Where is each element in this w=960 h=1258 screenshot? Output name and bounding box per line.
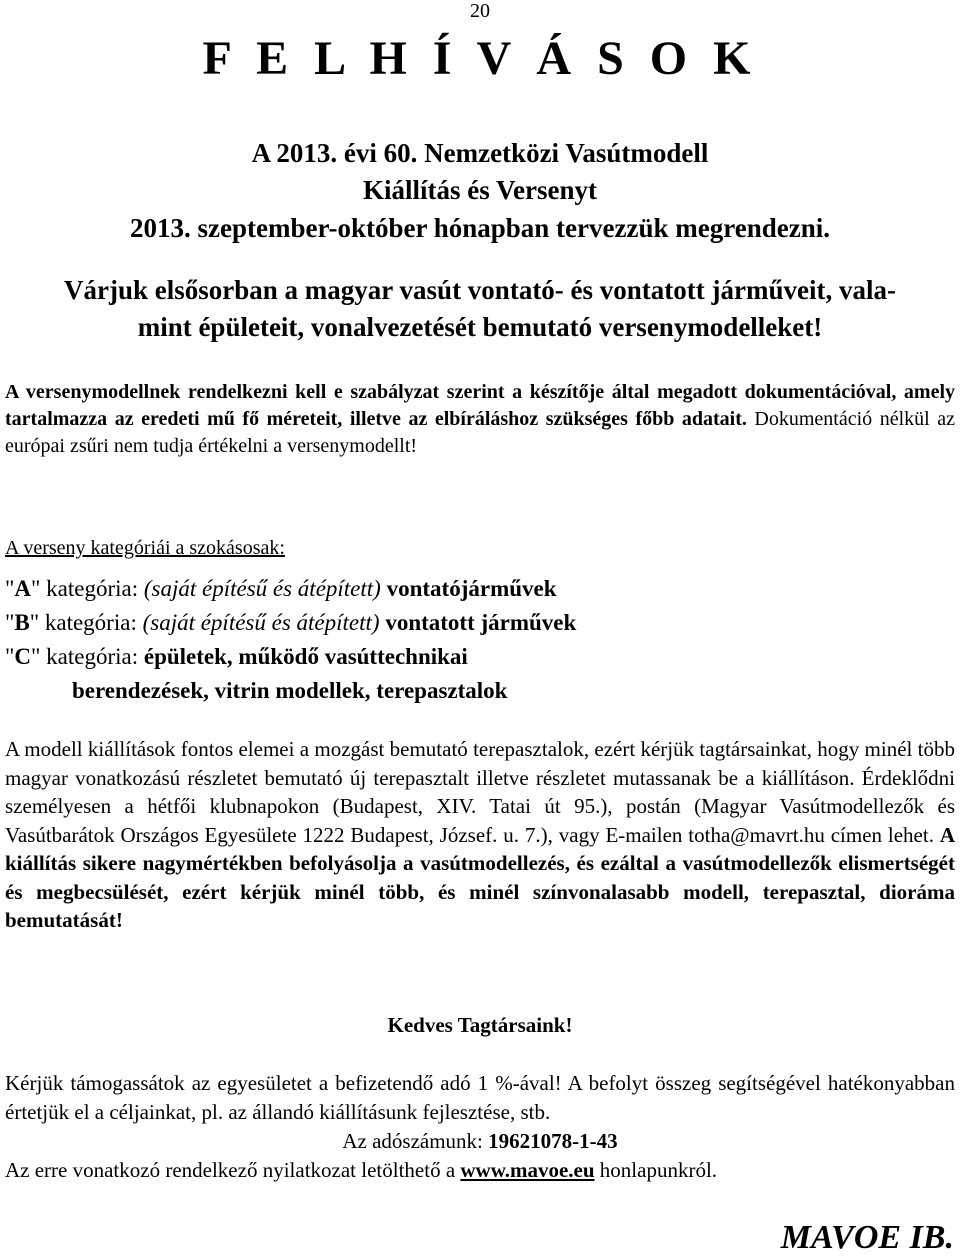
requirements-bold: A versenymodellnek rendelkezni kell e szabályzat szerint a készítője által megadott dokumentációval, amely tartalmazza az eredeti mű fő méreteit, illetve az elbíráláshoz szükséges főbb adatait.	[5, 381, 955, 430]
category-c-continued: berendezések, vitrin modellek, terepasztalok	[72, 678, 508, 703]
category-a: "A" kategória: (saját építésű és átépített) vontatójárművek	[5, 576, 557, 601]
requirements-paragraph	[5, 379, 955, 460]
categories-heading	[5, 535, 955, 562]
headline-line-4: Várjuk elsősorban a magyar vasút vontató- és vontatott járműveit, vala-	[64, 275, 896, 305]
tax-number-line: Az adószámunk: 19621078-1-43	[342, 1129, 618, 1153]
greeting: Kedves Tagtársaink!	[387, 1013, 573, 1037]
exhibition-paragraph	[5, 735, 955, 935]
tax-number: 19621078-1-43	[488, 1129, 618, 1153]
download-line: Az erre vonatkozó rendelkező nyilatkozat letölthető a www.mavoe.eu honlapunkról.	[5, 1158, 718, 1182]
page-title: F E L H Í V Á S O K	[202, 32, 758, 85]
support-paragraph: Kérjük támogassátok az egyesületet a befizetendő adó 1 %-ával! A befolyt összeg segítségével hatékonyabban értetjük el a céljainkat, pl. az állandó kiállításunk fejlesztése, stb.	[5, 1071, 955, 1124]
website-link[interactable]: www.mavoe.eu	[460, 1158, 595, 1182]
headline-line-2: Kiállítás és Versenyt	[363, 175, 597, 205]
page-number: 20	[470, 0, 490, 22]
categories-heading-text: A verseny kategóriái a szokásosak:	[5, 537, 285, 559]
exhibition-bold-text: A kiállítás sikere nagymértékben befolyásolja a vasútmodellezés, és ezáltal a vasútmodellezők elismertségét és megbecsülését, ezért kérjük minél több, és minél színvonalasabb modell, terepasztal, dioráma bemutatását!	[5, 822, 955, 932]
signature: MAVOE IB.	[780, 1219, 954, 1256]
headline-line-5: mint épületeit, vonalvezetését bemutató versenymodelleket!	[137, 312, 823, 342]
category-b: "B" kategória: (saját építésű és átépített) vontatott járművek	[5, 610, 577, 635]
category-c: "C" kategória: épületek, működő vasúttechnikai	[5, 644, 468, 669]
headline-line-3: 2013. szeptember-október hónapban tervezzük megrendezni.	[130, 213, 830, 243]
requirements-normal: Dokumentáció nélkül az európai zsűri nem tudja értékelni a versenymodellt!	[5, 408, 955, 457]
exhibition-text: A modell kiállítások fontos elemei a mozgást bemutató terepasztalok, ezért kérjük tagtársainkat, hogy minél több magyar vonatkozású részletet bemutató új terepasztalt illetve részletet mutassanak be a kiállításon. Érdeklődni személyesen a hétfői klubnapokon (Budapest, XIV. Tatai út 95.), postán (Magyar Vasútmodellezők és Vasútbarátok Országos Egyesülete 1222 Budapest, József. u. 7.), vagy E-mailen totha@mavrt.hu címen lehet.	[5, 737, 955, 847]
headline-line-1: A 2013. évi 60. Nemzetközi Vasútmodell	[251, 138, 709, 168]
